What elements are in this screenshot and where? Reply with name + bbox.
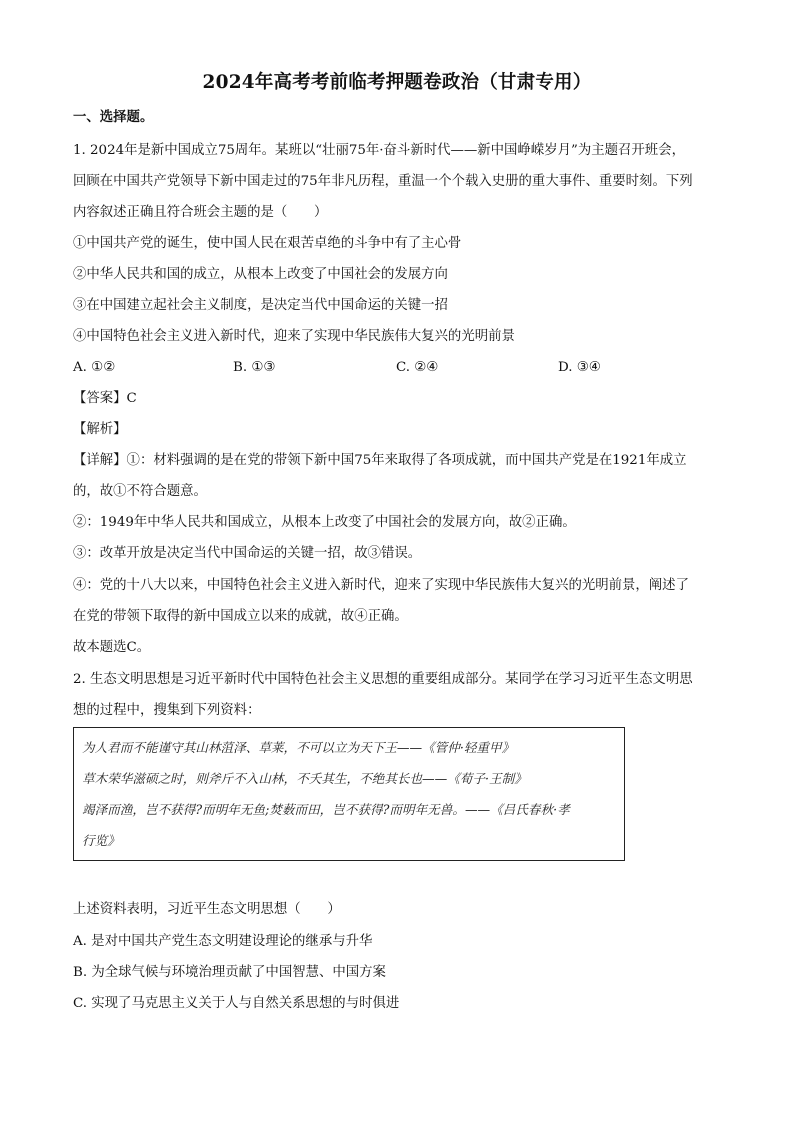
q1-analysis-label: 【解析】 bbox=[73, 422, 127, 437]
q1-item: ①中国共产党的诞生，使中国人民在艰苦卓绝的斗争中有了主心骨 bbox=[73, 236, 462, 251]
q1-detail-line: ④：党的十八大以来，中国特色社会主义进入新时代，迎来了实现中华民族伟大复兴的光明前景，阐述了 bbox=[73, 578, 689, 593]
q2-option-b: B. 为全球气候与环境治理贡献了中国智慧、中国方案 bbox=[73, 965, 386, 980]
q1-option-c: C. ②④ bbox=[396, 360, 439, 375]
q1-detail-line: 【详解】①：材料强调的是在党的带领下新中国75年来取得了各项成就，而中国共产党是在1921年成立 bbox=[73, 453, 687, 468]
section-heading: 一、选择题。 bbox=[73, 109, 154, 125]
q1-item: ②中华人民共和国的成立，从根本上改变了中国社会的发展方向 bbox=[73, 267, 448, 282]
quote-line: 草木荣华滋硕之时，则斧斤不入山林，不夭其生，不绝其长也——《荀子·王制》 bbox=[82, 771, 527, 786]
q1-stem-line: 内容叙述正确且符合班会主题的是（ ） bbox=[73, 205, 328, 220]
q1-detail-line: ③：改革开放是决定当代中国命运的关键一招，故③错误。 bbox=[73, 546, 422, 561]
q1-item: ③在中国建立起社会主义制度，是决定当代中国命运的关键一招 bbox=[73, 298, 448, 313]
q1-detail-line: 的，故①不符合题意。 bbox=[73, 484, 207, 499]
quote-line: 竭泽而渔，岂不获得?而明年无鱼;焚薮而田，岂不获得?而明年无兽。——《吕氏春秋·孝 bbox=[82, 802, 570, 817]
q1-detail-line: 故本题选C。 bbox=[73, 640, 151, 655]
q2-option-a: A. 是对中国共产党生态文明建设理论的继承与升华 bbox=[73, 934, 373, 949]
q1-stem-line: 1. 2024年是新中国成立75周年。某班以“壮丽75年·奋斗新时代——新中国峥嵘岁月”为主题召开班会， bbox=[73, 143, 685, 158]
q2-question: 上述资料表明，习近平生态文明思想（ ） bbox=[73, 902, 341, 917]
q1-option-d: D. ③④ bbox=[558, 360, 601, 375]
q1-detail-line: 在党的带领下取得的新中国成立以来的成就，故④正确。 bbox=[73, 609, 408, 624]
q2-stem-line: 想的过程中，搜集到下列资料： bbox=[73, 703, 261, 718]
quote-box bbox=[73, 727, 625, 861]
q1-option-a: A. ①② bbox=[73, 360, 116, 375]
q2-stem-line: 2. 生态文明思想是习近平新时代中国特色社会主义思想的重要组成部分。某同学在学习习近平生态文明思 bbox=[73, 672, 693, 687]
page-title: 2024年高考考前临考押题卷政治（甘肃专用） bbox=[202, 72, 592, 93]
q1-stem-line: 回顾在中国共产党领导下新中国走过的75年非凡历程，重温一个个载入史册的重大事件、重要时刻。下列 bbox=[73, 174, 693, 189]
quote-line: 为人君而不能谨守其山林菹泽、草莱，不可以立为天下王——《管仲·轻重甲》 bbox=[82, 740, 515, 755]
q1-item: ④中国特色社会主义进入新时代，迎来了实现中华民族伟大复兴的光明前景 bbox=[73, 329, 515, 344]
quote-line: 行览》 bbox=[82, 833, 120, 848]
q1-detail-line: ②：1949年中华人民共和国成立，从根本上改变了中国社会的发展方向，故②正确。 bbox=[73, 515, 576, 530]
q2-option-c: C. 实现了马克思主义关于人与自然关系思想的与时俱进 bbox=[73, 996, 400, 1011]
q1-answer: 【答案】C bbox=[73, 391, 137, 406]
q1-option-b: B. ①③ bbox=[233, 360, 276, 375]
